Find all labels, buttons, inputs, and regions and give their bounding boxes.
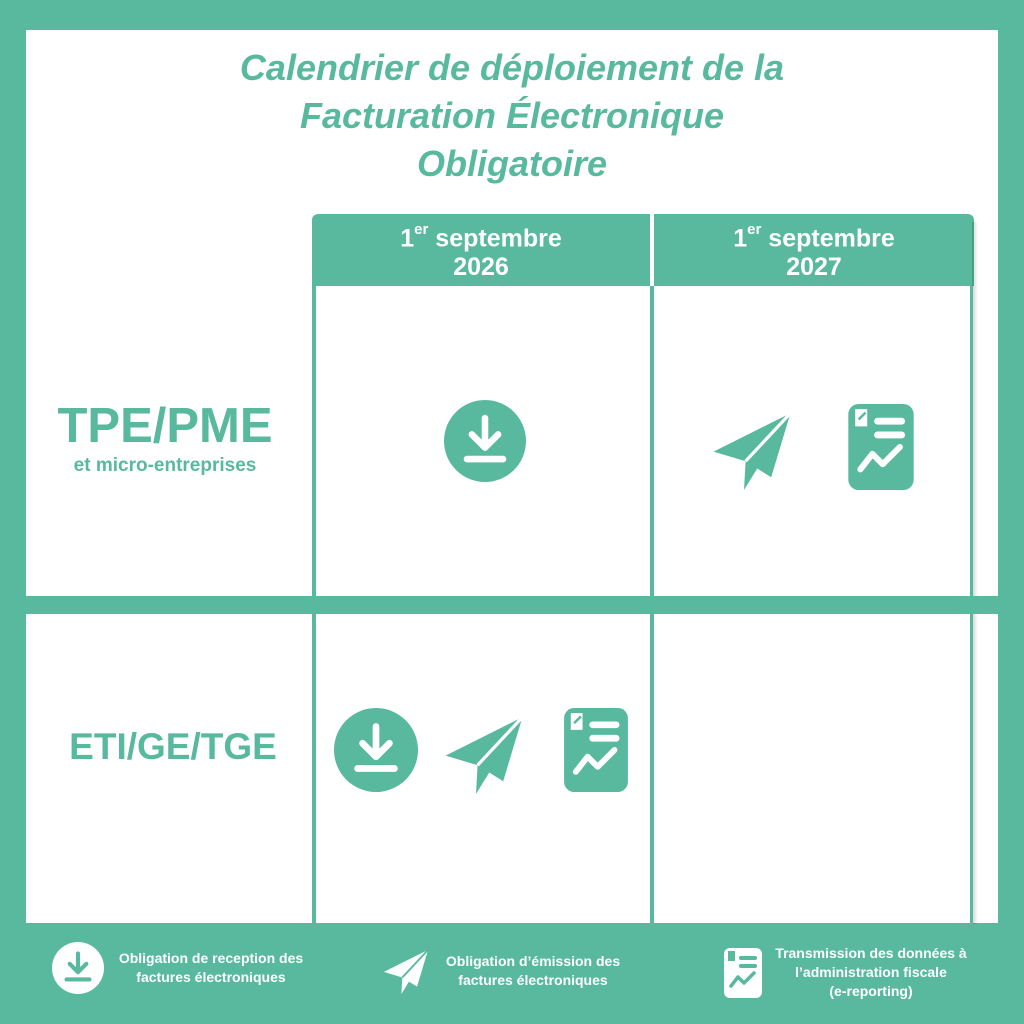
- legend-line: Transmission des données à: [775, 945, 967, 961]
- legend-line: Obligation de reception des: [118, 950, 304, 966]
- legend-line: l’administration fiscale: [795, 964, 947, 980]
- download-icon: [334, 708, 418, 792]
- download-icon: [52, 942, 104, 994]
- column-date-line: [654, 218, 974, 253]
- month: septembre: [761, 224, 895, 253]
- report-icon: [848, 404, 914, 490]
- row-separator: [0, 596, 1024, 614]
- page-title: [0, 44, 1024, 188]
- legend-label: [440, 952, 626, 990]
- download-icon: [444, 400, 526, 482]
- title-line-3: Obligatoire: [416, 143, 608, 184]
- legend-line: Obligation d’émission des: [445, 953, 621, 969]
- column-header-2027: [654, 214, 974, 286]
- month: septembre: [428, 224, 562, 253]
- ordinal-suffix: er: [747, 220, 762, 238]
- legend-line: (e-reporting): [829, 983, 913, 999]
- title-line-2: Facturation Électronique: [299, 95, 725, 136]
- legend-line: factures électroniques: [136, 969, 286, 985]
- row-name: TPE/PME: [57, 399, 273, 453]
- row-subtitle: et micro-entreprises: [73, 455, 257, 476]
- column-year: 2027: [786, 253, 842, 282]
- column-year: 2026: [453, 253, 509, 282]
- legend-line: factures électroniques: [458, 972, 608, 988]
- report-icon: [563, 708, 629, 792]
- legend-item-reception: [52, 942, 312, 994]
- legend-label: [110, 949, 312, 987]
- column-date-line: [312, 218, 650, 253]
- ordinal: 1: [400, 224, 415, 253]
- column-header-2026: [312, 214, 650, 286]
- row-label-eti-ge-tge: ETI/GE/TGE: [69, 726, 277, 767]
- send-icon: [382, 948, 430, 994]
- ordinal-suffix: er: [414, 220, 429, 238]
- send-icon: [442, 714, 526, 794]
- send-icon: [710, 410, 794, 490]
- legend-label: [768, 944, 974, 1001]
- report-icon: [724, 948, 762, 998]
- ordinal: 1: [733, 224, 748, 253]
- title-line-1: Calendrier de déploiement de la: [239, 47, 785, 88]
- row-label-tpe-pme: [40, 398, 290, 478]
- legend-item-emission: [382, 948, 626, 994]
- legend-item-e-reporting: [724, 944, 974, 1001]
